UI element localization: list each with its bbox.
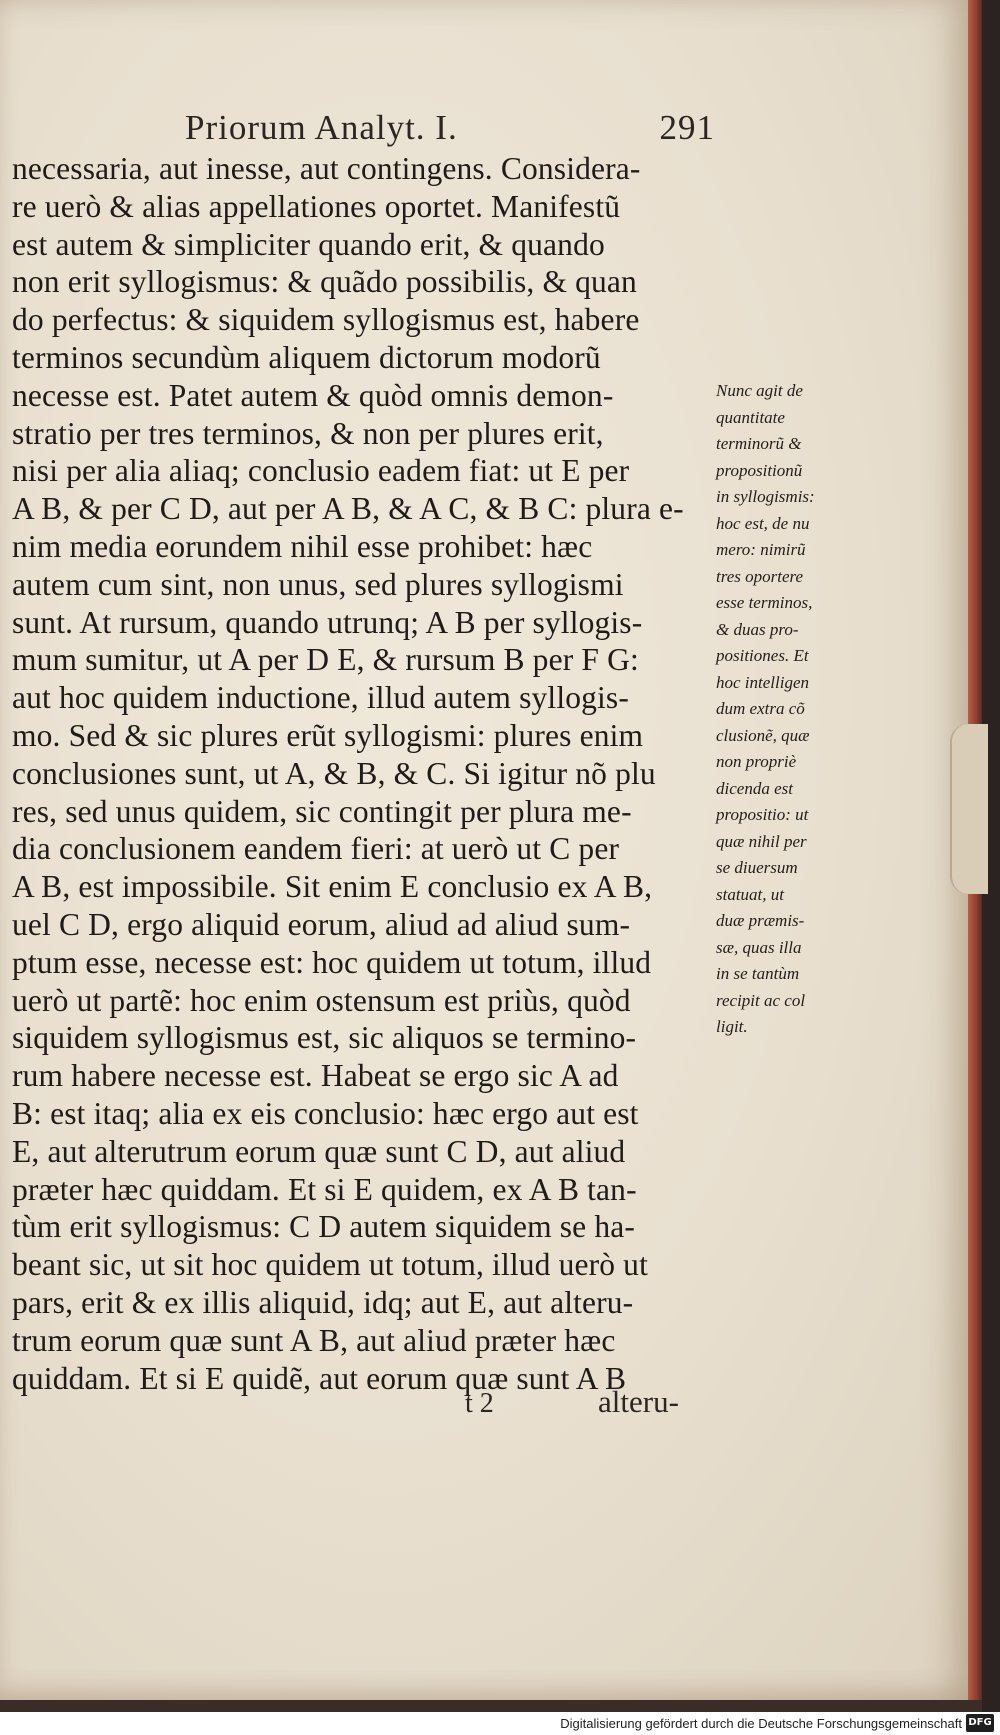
marginal-note-line: quantitate xyxy=(716,407,785,427)
marginal-note-line: dum extra cõ xyxy=(716,699,805,718)
text-line: nim media eorundem nihil esse prohibet: hæc xyxy=(12,528,593,564)
text-line: est autem & simpliciter quando erit, & quando xyxy=(12,226,605,262)
text-line: pars, erit & ex illis aliquid, idq; aut E, aut alteru- xyxy=(12,1284,634,1320)
text-line: re uerò & alias appellationes oportet. Manifestũ xyxy=(12,188,621,224)
text-line: uerò ut partẽ: hoc enim ostensum est priùs, quòd xyxy=(12,982,631,1018)
marginal-note-line: dicenda est xyxy=(716,778,793,798)
text-line: res, sed unus quidem, sic contingit per plura me- xyxy=(12,793,632,829)
text-line: aut hoc quidem inductione, illud autem syllogis- xyxy=(12,680,629,716)
marginal-note-line: tres oportere xyxy=(716,566,804,586)
marginal-note-line: statuat, ut xyxy=(716,884,785,904)
marginal-note-line: & duas pro- xyxy=(716,619,799,639)
text-line: ptum esse, necesse est: hoc quidem ut totum, illud xyxy=(12,944,652,980)
text-line: E, aut alterutrum eorum quæ sunt C D, aut aliud xyxy=(12,1133,626,1169)
page-tab xyxy=(950,724,988,894)
text-line: terminos secundùm aliquem dictorum modorũ xyxy=(12,339,601,375)
marginal-note-line: se diuersum xyxy=(716,858,798,877)
text-line: conclusiones sunt, ut A, & B, & C. Si igitur nõ plu xyxy=(12,755,656,791)
marginal-note xyxy=(716,378,866,1041)
marginal-note-line: positiones. Et xyxy=(716,646,809,665)
text-line: siquidem syllogismus est, sic aliquos se termino- xyxy=(12,1020,637,1056)
body-text xyxy=(12,150,712,1397)
text-line: necesse est. Patet autem & quòd omnis demon- xyxy=(12,377,614,413)
text-line: quiddam. Et si E quidẽ, aut eorum quæ sunt A B xyxy=(12,1360,627,1396)
text-line: rum habere necesse est. Habeat se ergo sic A ad xyxy=(12,1058,619,1094)
text-line: tùm erit syllogismus: C D autem siquidem se ha- xyxy=(12,1209,635,1245)
text-line: nisi per alia aliaq; conclusio eadem fiat: ut E per xyxy=(12,453,630,489)
text-line: stratio per tres terminos, & non per plures erit, xyxy=(12,415,604,451)
text-line: B: est itaq; alia ex eis conclusio: hæc ergo aut est xyxy=(12,1095,639,1131)
marginal-note-line: in se tantùm xyxy=(716,964,800,983)
signature-mark: t 2 xyxy=(465,1388,494,1419)
marginal-note-line: Nunc agit de xyxy=(716,381,803,400)
text-line: do perfectus: & siquidem syllogismus est, habere xyxy=(12,302,640,338)
digitization-credit: Digitalisierung gefördert durch die Deutsche Forschungsgemeinschaft xyxy=(560,1716,962,1731)
text-line: A B, est impossibile. Sit enim E conclusio ex A B, xyxy=(12,869,653,905)
marginal-note-line: quæ nihil per xyxy=(716,831,807,851)
marginal-note-line: duæ præmis- xyxy=(716,911,805,930)
marginal-note-line: recipit ac col xyxy=(716,990,806,1010)
page-number: 291 xyxy=(659,108,715,147)
marginal-note-line: propositionũ xyxy=(716,460,803,480)
text-line: non erit syllogismus: & quãdo possibilis, & quan xyxy=(12,264,637,300)
marginal-note-line: hoc intelligen xyxy=(716,672,810,692)
running-head xyxy=(185,108,715,148)
text-line: beant sic, ut sit hoc quidem ut totum, illud uerò ut xyxy=(12,1247,648,1283)
text-line: necessaria, aut inesse, aut contingens. Considera- xyxy=(12,151,641,186)
marginal-note-line: ligit. xyxy=(716,1017,748,1036)
marginal-note-line: hoc est, de nu xyxy=(716,513,810,533)
text-line: sunt. At rursum, quando utrunq; A B per syllogis- xyxy=(12,604,643,640)
marginal-note-line: terminorũ & xyxy=(716,434,802,453)
marginal-note-line: propositio: ut xyxy=(716,805,809,824)
text-line: dia conclusionem eandem fieri: at uerò ut C per xyxy=(12,831,620,867)
marginal-note-line: in syllogismis: xyxy=(716,487,815,506)
text-line: præter hæc quiddam. Et si E quidem, ex A B tan- xyxy=(12,1171,637,1207)
running-title: Priorum Analyt. I. xyxy=(185,108,458,147)
text-line: trum eorum quæ sunt A B, aut aliud præter hæc xyxy=(12,1322,616,1358)
marginal-note-line: mero: nimirũ xyxy=(716,540,806,559)
text-line: mum sumitur, ut A per D E, & rursum B per F G: xyxy=(12,642,639,678)
text-line: autem cum sint, non unus, sed plures syllogismi xyxy=(12,566,624,602)
catchword: alteru- xyxy=(598,1384,679,1419)
text-line: A B, & per C D, aut per A B, & A C, & B C: plura e- xyxy=(12,491,684,527)
dfg-logo: DFG xyxy=(966,1714,994,1732)
text-line: mo. Sed & sic plures erũt syllogismi: plures enim xyxy=(12,717,644,753)
text-line: uel C D, ergo aliquid eorum, aliud ad aliud sum- xyxy=(12,906,631,942)
marginal-note-line: clusionẽ, quæ xyxy=(716,725,810,745)
marginal-note-line: esse terminos, xyxy=(716,593,813,612)
marginal-note-line: sæ, quas illa xyxy=(716,937,802,957)
marginal-note-line: non propriè xyxy=(716,752,797,771)
